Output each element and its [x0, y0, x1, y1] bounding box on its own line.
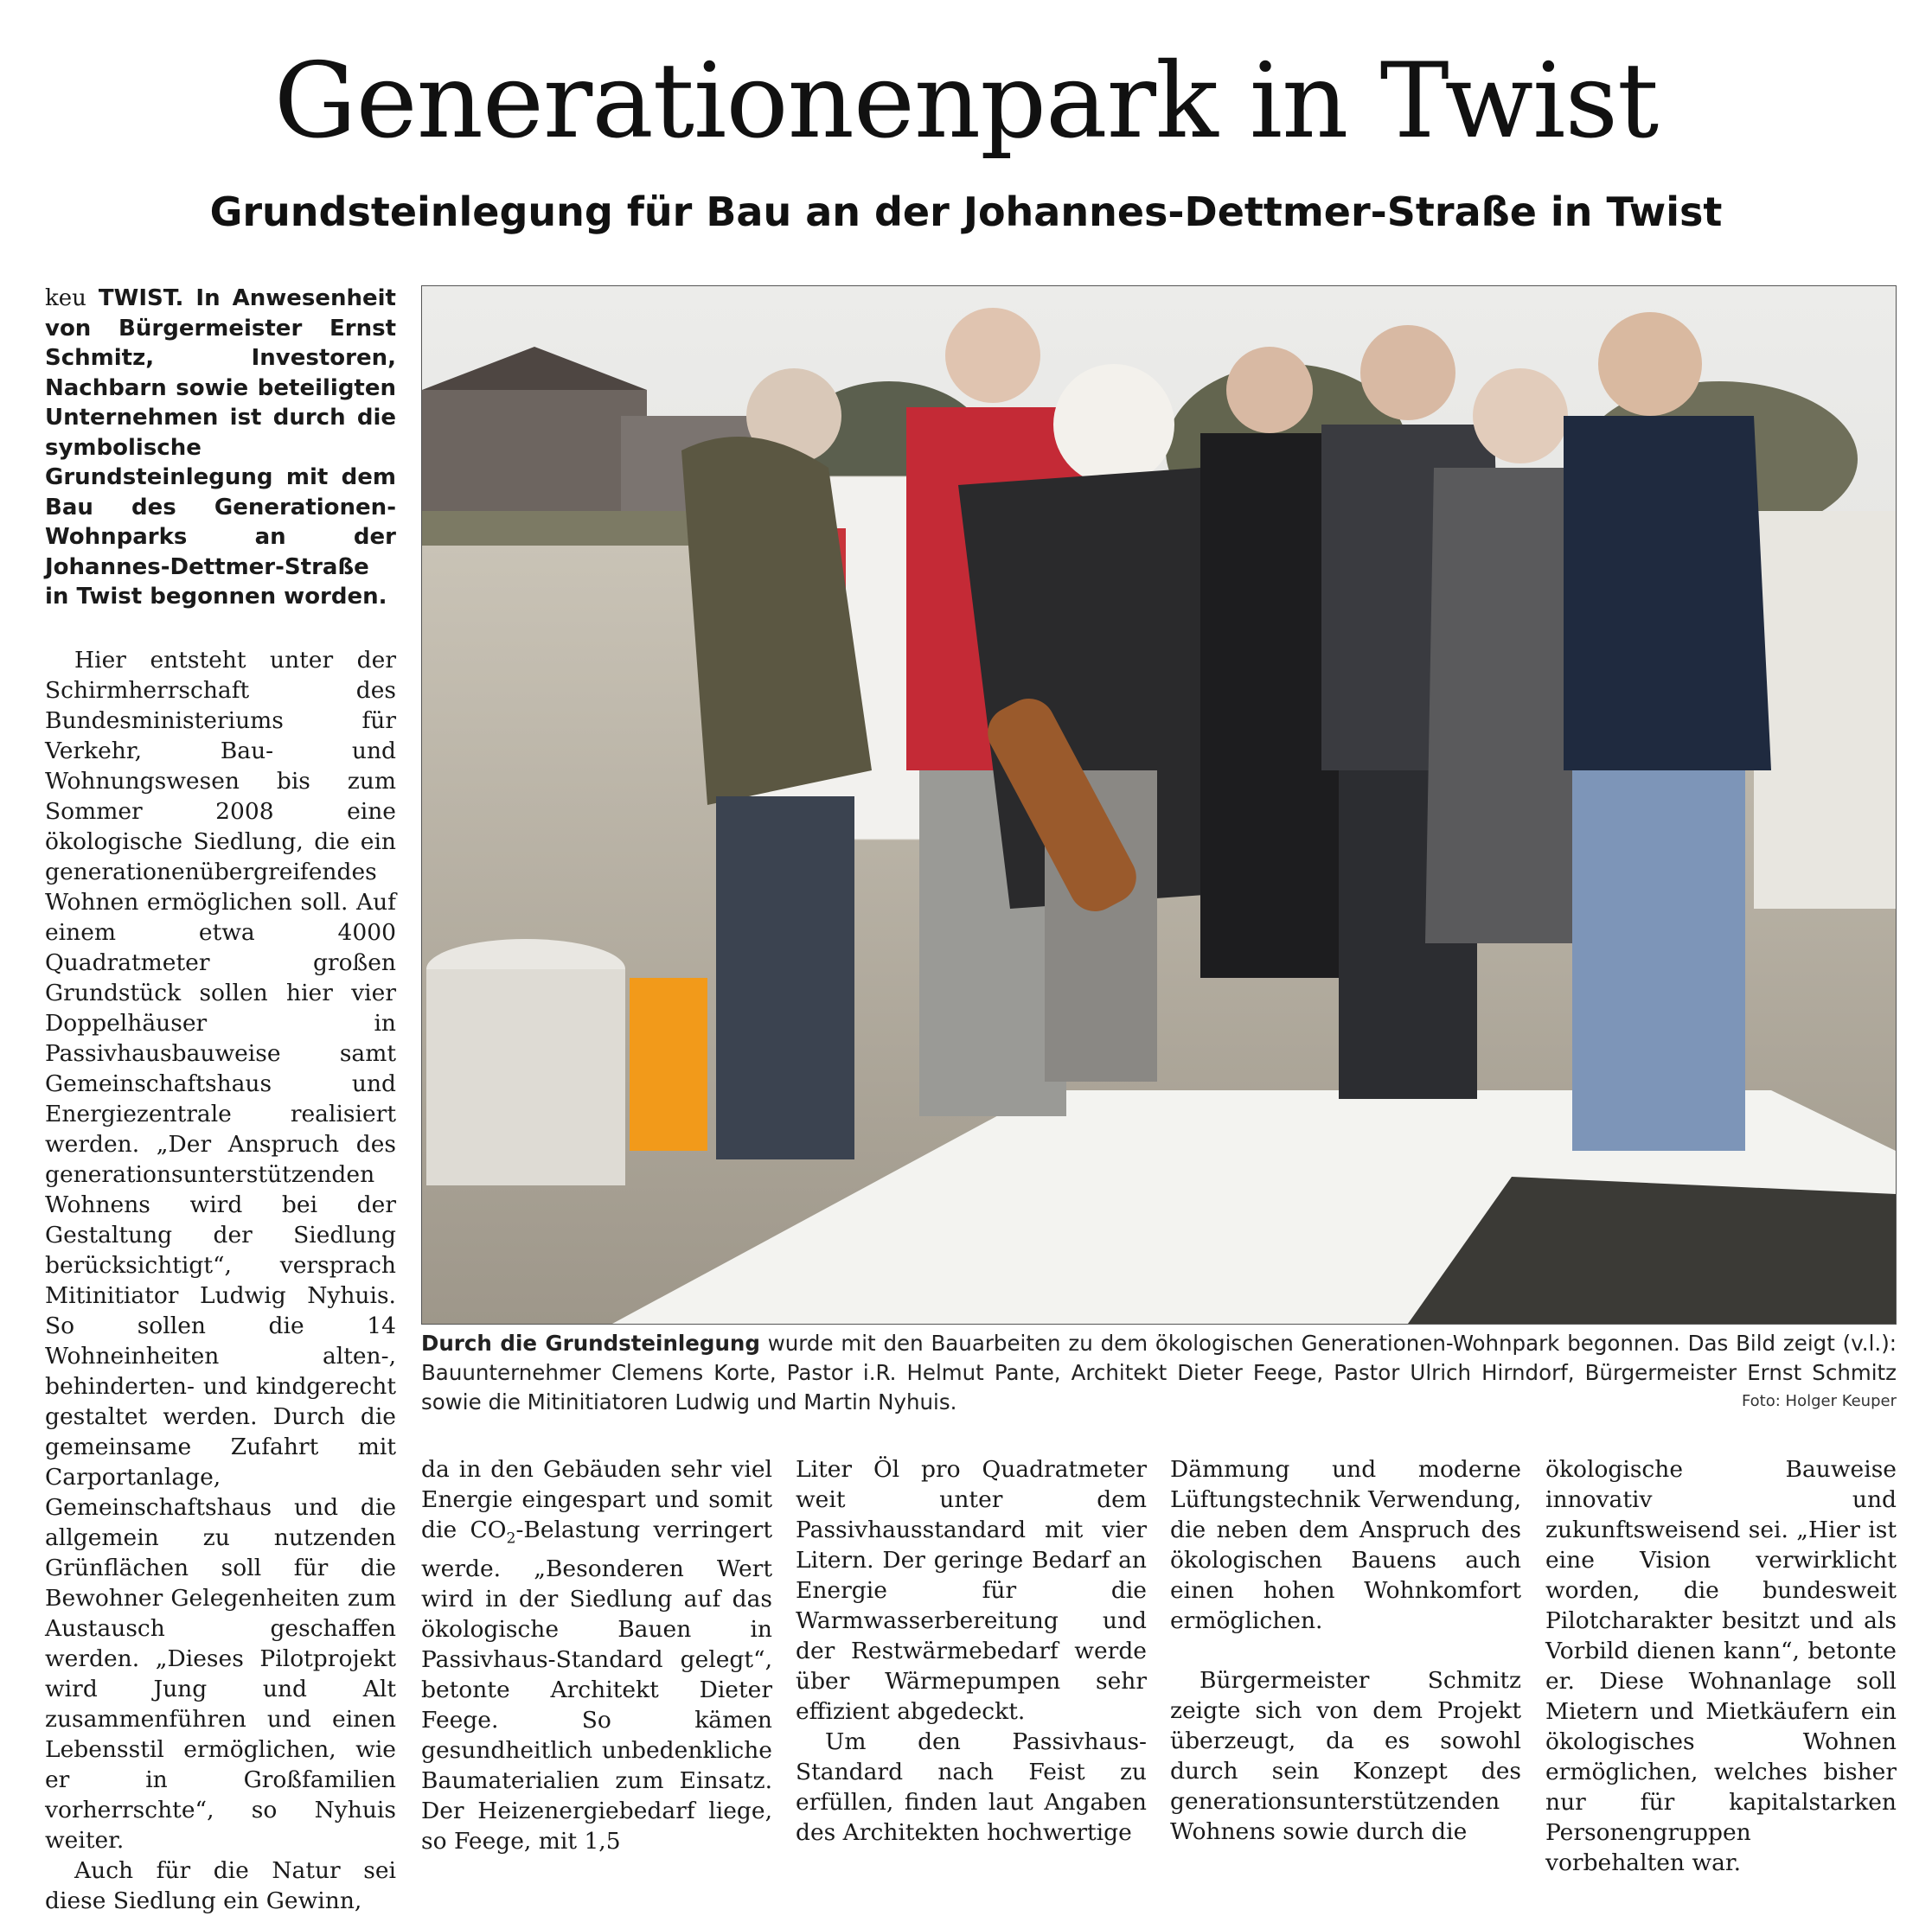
lead-paragraph [45, 284, 396, 612]
photo-credit: Foto: Holger Keuper [1741, 1392, 1897, 1410]
article-column-3 [796, 1454, 1147, 1848]
article-column-4 [1170, 1454, 1521, 1847]
article-photo [421, 285, 1897, 1325]
group-photo-illustration [422, 286, 1896, 1324]
body-paragraph: ökologische Bauweise innovativ und zukunftsweisend sei. „Hier ist eine Vision verwirklicht worden, die bundesweit Pilotcharakter besitzt und als Vorbild dienen kann“, betonte er. Diese Wohnanlage soll Mietern und Mietkäufern ein ökologisches Wohnen ermöglichen, welches bisher nur für kapitalstarken Personengruppen vorbehalten war. [1545, 1456, 1897, 1876]
headline: Generationenpark in Twist [273, 42, 1659, 162]
co2-subscript: 2 [506, 1530, 516, 1548]
caption-text: wurde mit den Bauarbeiten zu dem ökologischen Generationen-Wohnpark begonnen. Das Bild zeigt (v.l.): Bauunternehmer Clemens Korte, Pastor i.R. Helmut Pante, Architekt Dieter Feege, Pastor Ulrich Hirndorf, Bürgermeister Ernst Schmitz sowie die Mitinitiatoren Ludwig und Martin Nyhuis. [421, 1331, 1897, 1415]
body-paragraph: Hier entsteht unter der Schirmherrschaft des Bundesministeriums für Verkehr, Bau- und Wohnungswesen bis zum Sommer 2008 eine ökologische Siedlung, die ein generationenübergreifendes Wohnen ermöglichen soll. Auf einem etwa 4000 Quadratmeter großen Grundstück sollen hier vier Doppelhäuser in Passivhausbauweise samt Gemeinschaftshaus und Energiezentrale realisiert werden. „Der Anspruch des generationsunterstützenden Wohnens wird bei der Gestaltung der Siedlung berücksichtigt“, versprach Mitinitiator Ludwig Nyhuis. So sollen die 14 Wohneinheiten alten-, behinderten- und kindgerecht gestaltet werden. Durch die gemeinsame Zufahrt mit Carportanlage, Gemeinschaftshaus und die allgemein zu nutzenden Grünflächen soll für die Bewohner Gelegenheiten zum Austausch geschaffen werden. „Dieses Pilotprojekt wird Jung und Alt zusammenführen und einen Lebensstil ermöglichen, wie er in Großfamilien vorherrschte“, so Nyhuis weiter. [45, 646, 396, 1854]
subheadline: Grundsteinlegung für Bau an der Johannes-Dettmer-Straße in Twist [209, 188, 1723, 235]
body-paragraph: Liter Öl pro Quadratmeter weit unter dem Passivhausstandard mit vier Litern. Der geringe Bedarf an Energie für die Warmwasserbereitung und der Restwärmebedarf werde über Wärmepumpen sehr effizient abgedeckt. [796, 1456, 1147, 1725]
body-paragraph: Auch für die Natur sei diese Siedlung ein Gewinn, [45, 1856, 396, 1914]
body-paragraph: Um den Passivhaus-Standard nach Feist zu erfüllen, finden laut Angaben des Architekten hochwertige [796, 1728, 1147, 1846]
body-paragraph [421, 1454, 772, 1856]
body-paragraph: Dämmung und moderne Lüftungstechnik Verwendung, die neben dem Anspruch des ökologischen Bauens auch einen hohen Wohnkomfort ermöglichen. [1170, 1456, 1521, 1634]
article-column-1 [45, 284, 396, 1916]
body-paragraph: Bürgermeister Schmitz zeigte sich von dem Projekt überzeugt, da es sowohl durch sein Konzept des generationsunterstützenden Wohnens sowie durch die [1170, 1667, 1521, 1845]
author-initials: keu [45, 285, 86, 311]
article-column-2 [421, 1454, 772, 1856]
article-column-5 [1545, 1454, 1897, 1878]
col2-text-part2: -Belastung verringert werde. „Besonderen Wert wird in der Siedlung auf das ökologische Bauen in Passivhaus-Standard gelegt“, betonte Architekt Dieter Feege. So kämen gesundheitlich unbedenkliche Baumaterialien zum Einsatz. Der Heizenergiebedarf liege, so Feege, mit 1,5 [421, 1517, 773, 1855]
caption-lead-in: Durch die Grundsteinlegung [421, 1331, 760, 1356]
lead-text: TWIST. In Anwesenheit von Bürgermeister Ernst Schmitz, Investoren, Nachbarn sowie beteiligten Unternehmen ist durch die symbolische Grundsteinlegung mit dem Bau des Generationen-Wohnparks an der Johannes-Dettmer-Straße in Twist begonnen worden. [45, 285, 396, 610]
col2-text-part1: da in den Gebäuden sehr viel Energie eingespart und somit die CO [421, 1456, 772, 1543]
